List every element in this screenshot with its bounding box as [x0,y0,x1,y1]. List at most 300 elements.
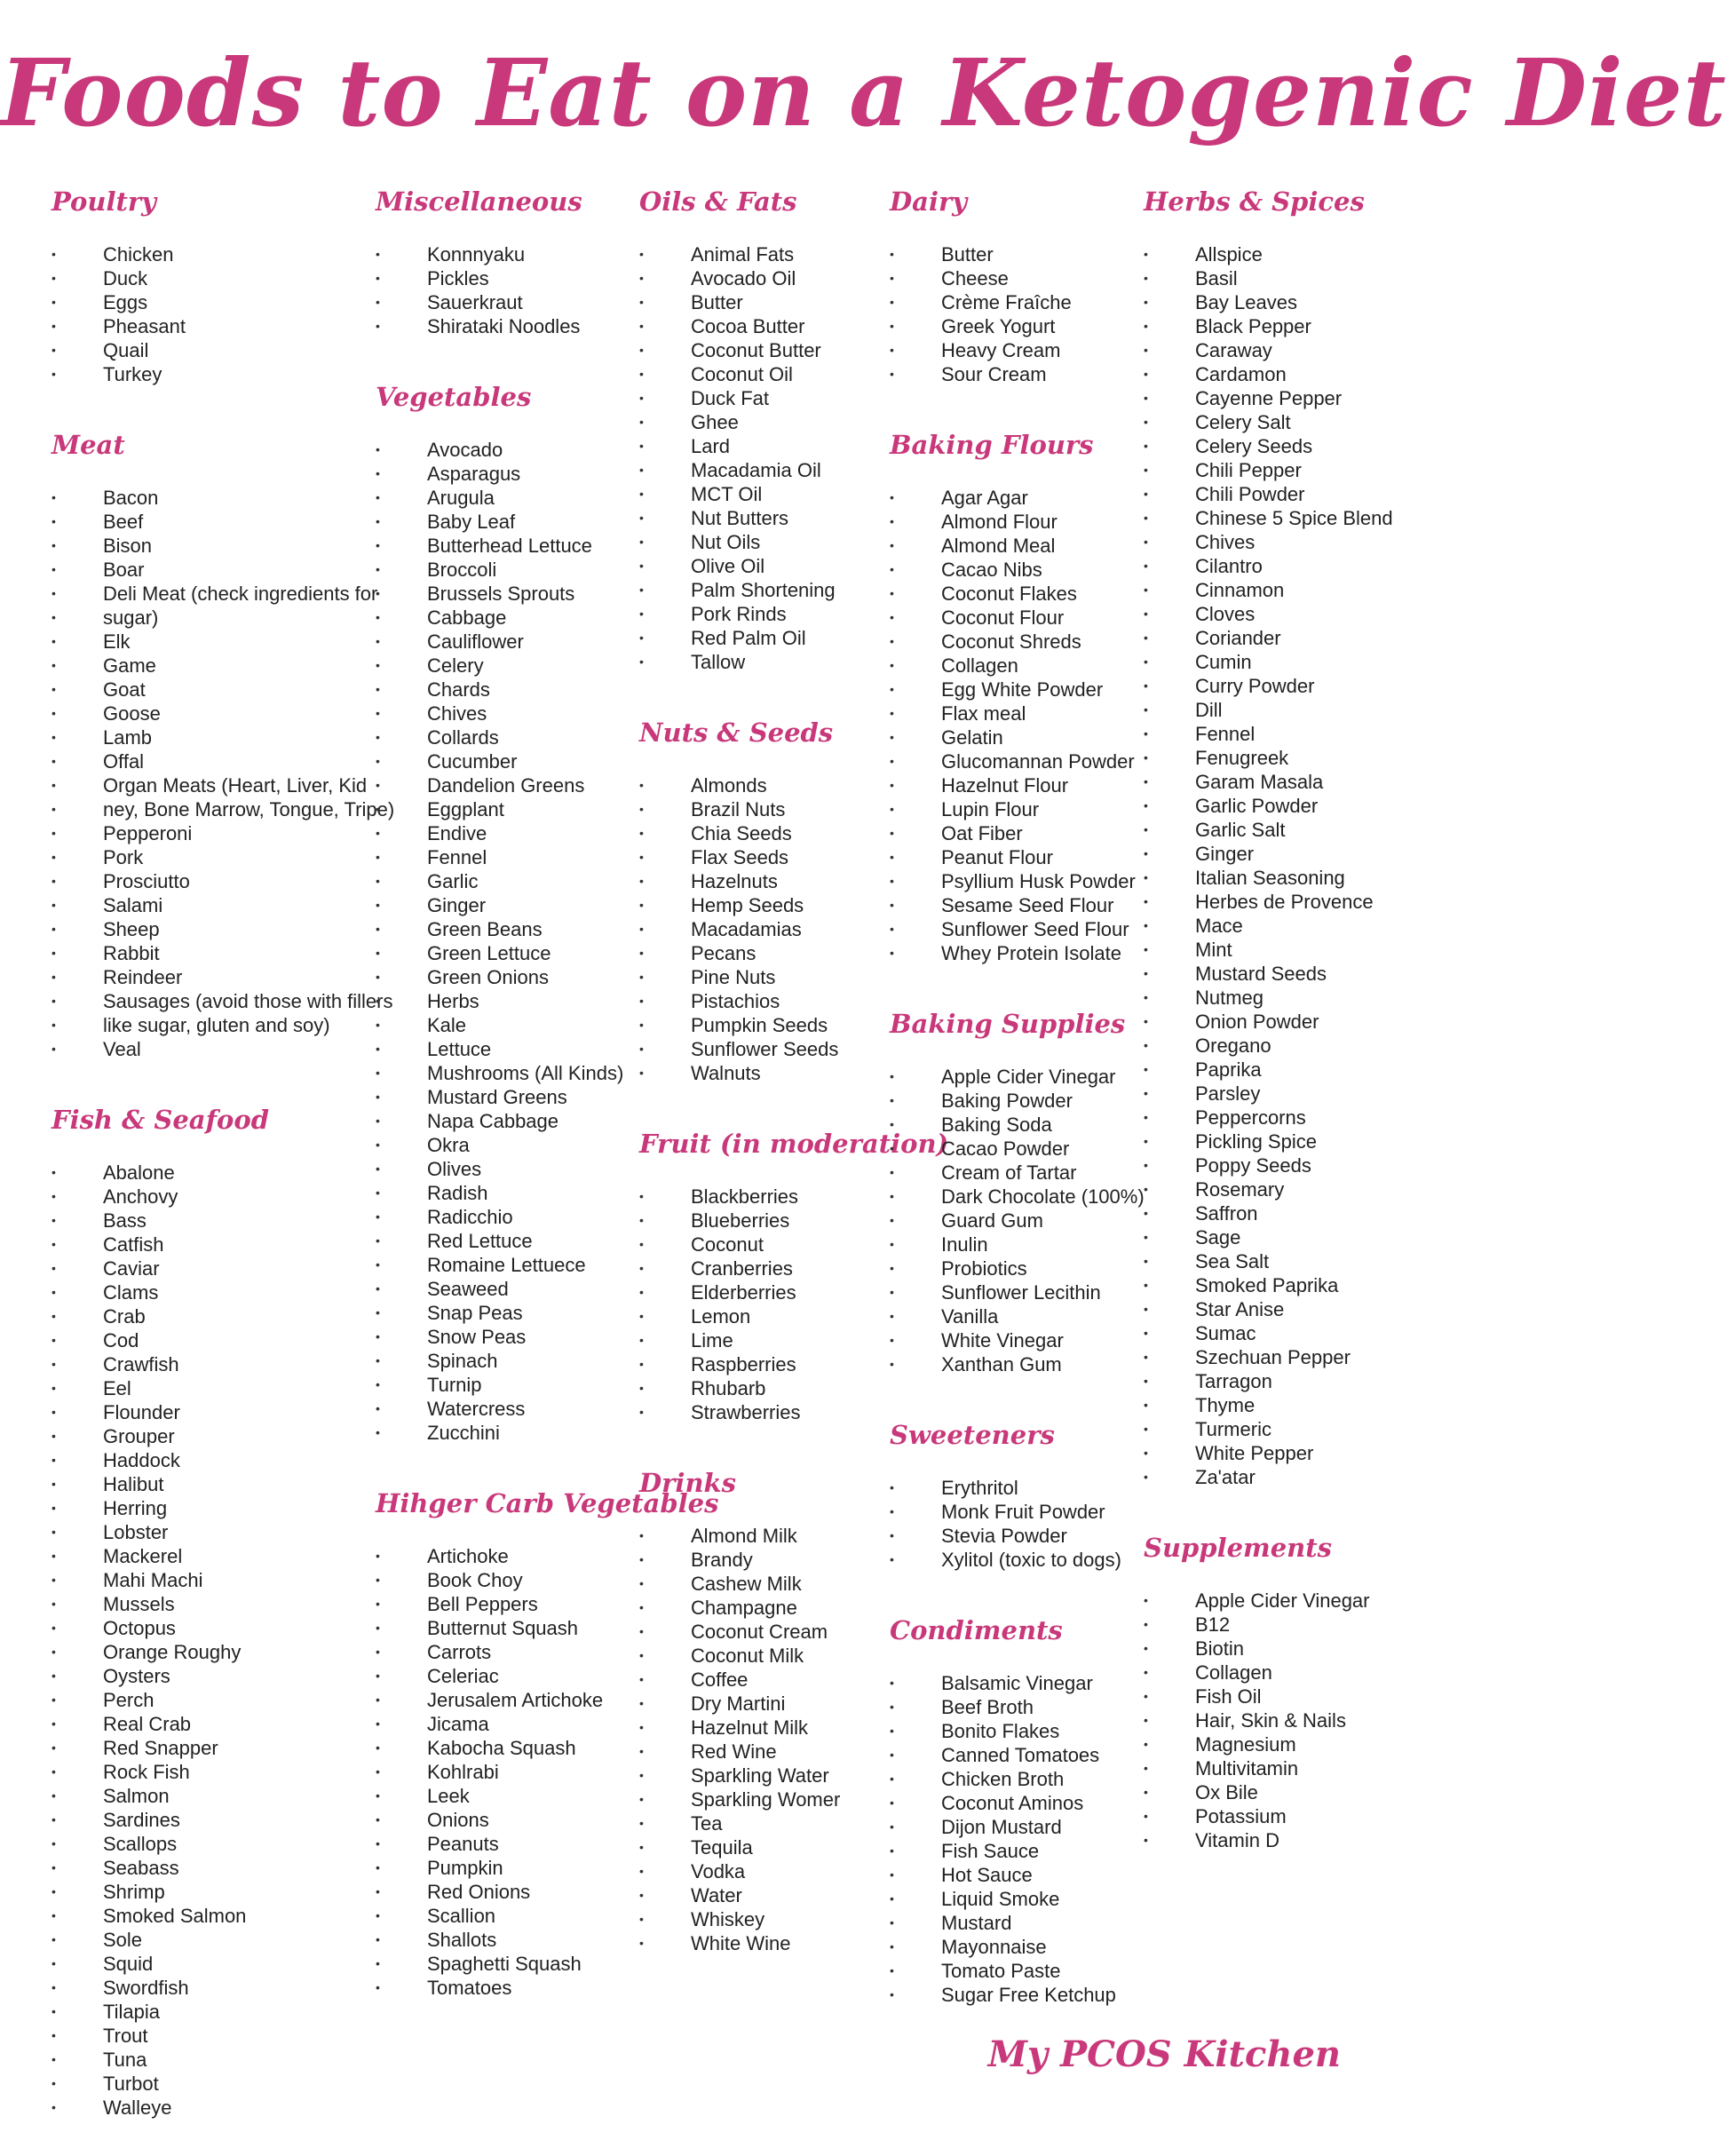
food-item: • Pork [51,845,394,869]
food-item: • Watercress [376,1397,718,1421]
food-item: • Coconut Cream [639,1620,948,1644]
food-item: • Sea Salt [1144,1249,1393,1273]
food-item: • Smoked Paprika [1144,1273,1393,1297]
food-item: • Kohlrabi [376,1760,718,1784]
food-item: • Squid [51,1952,394,1976]
food-item: • Cloves [1144,602,1393,626]
food-item: • Cinnamon [1144,578,1393,602]
food-item: • Walnuts [639,1061,948,1085]
food-item: • sugar) [51,606,394,630]
food-item: • Lamb [51,725,394,749]
category-heading: Baking Supplies [890,1009,1126,1039]
food-item: • Red Palm Oil [639,626,948,650]
food-item: • Dark Chocolate (100%) [890,1185,1145,1209]
food-item: • Coffee [639,1668,948,1692]
food-item: • Sumac [1144,1321,1393,1345]
food-item: • Avocado Oil [639,266,948,290]
food-item: • Vanilla [890,1304,1145,1328]
food-item: • Elderberries [639,1280,948,1304]
food-item: • Cayenne Pepper [1144,386,1393,410]
food-item: • Fennel [1144,722,1393,746]
food-item: • Butternut Squash [376,1616,718,1640]
category-heading: Poultry [51,186,156,217]
food-item: • Fenugreek [1144,746,1393,770]
food-item: • Paprika [1144,1058,1393,1082]
food-item: • Hazelnuts [639,869,948,893]
food-item: • Celery [376,654,718,678]
food-item: • Napa Cabbage [376,1109,718,1133]
food-item: • Cocoa Butter [639,314,948,338]
food-item: • Ginger [1144,842,1393,866]
food-item: • Beef [51,510,394,534]
food-item: • Cucumber [376,749,718,773]
food-item: • Anchovy [51,1185,394,1209]
food-list [890,486,1145,965]
food-item: • Chia Seeds [639,821,948,845]
food-item: • Jicama [376,1712,718,1736]
food-category [890,1608,1145,2007]
food-item: • Tomato Paste [890,1959,1145,1983]
food-item: • Orange Roughy [51,1640,394,1664]
food-item: • Nut Oils [639,530,948,554]
food-item: • Caviar [51,1256,394,1280]
food-item: • Dandelion Greens [376,773,718,797]
food-item: • Butterhead Lettuce [376,534,718,558]
food-item: • Oat Fiber [890,821,1145,845]
food-item: • Whiskey [639,1907,948,1931]
food-item: • Lard [639,434,948,458]
food-item: • Coconut Aminos [890,1791,1145,1815]
food-item: • Lupin Flour [890,797,1145,821]
food-item: • Hemp Seeds [639,893,948,917]
food-item: • Mahi Machi [51,1568,394,1592]
food-item: • Cashew Milk [639,1572,948,1596]
category-heading: Condiments [890,1615,1063,1645]
food-item: • Chards [376,678,718,701]
food-item: • Glucomannan Powder [890,749,1145,773]
food-item: • B12 [1144,1613,1393,1637]
food-item: • Beef Broth [890,1695,1145,1719]
food-item: • Olive Oil [639,554,948,578]
food-item: • Mustard Seeds [1144,962,1393,986]
food-item: • Strawberries [639,1400,948,1424]
food-item: • Duck Fat [639,386,948,410]
food-item: • Pickles [376,266,718,290]
food-item: • Crab [51,1304,394,1328]
food-item: • Brussels Sprouts [376,582,718,606]
food-item: • Za'atar [1144,1465,1393,1489]
food-item: • Mustard [890,1911,1145,1935]
food-item: • Shrimp [51,1880,394,1904]
food-item: • Red Lettuce [376,1229,718,1253]
food-item: • Olives [376,1157,718,1181]
food-list [890,1065,1145,1376]
food-item: • Zucchini [376,1421,718,1445]
food-item: • Coconut Butter [639,338,948,362]
food-item: • Asparagus [376,462,718,486]
food-item: • Dijon Mustard [890,1815,1145,1839]
food-item: • Egg White Powder [890,678,1145,701]
food-item: • Eggplant [376,797,718,821]
food-item: • Cranberries [639,1256,948,1280]
food-list [51,1161,394,2120]
food-item: • Coriander [1144,626,1393,650]
category-heading: Dairy [890,186,968,217]
food-item: • Turbot [51,2072,394,2096]
category-heading: Miscellaneous [376,186,582,217]
food-item: • Whey Protein Isolate [890,941,1145,965]
food-item: • Bass [51,1209,394,1233]
food-item: • Rhubarb [639,1376,948,1400]
food-item: • Bonito Flakes [890,1719,1145,1743]
food-category [890,179,1145,386]
food-item: • Celeriac [376,1664,718,1688]
food-item: • Coconut Flakes [890,582,1145,606]
food-category [51,423,394,1061]
food-item: • Basil [1144,266,1393,290]
food-item: • Tarragon [1144,1369,1393,1393]
food-item: • Xanthan Gum [890,1352,1145,1376]
food-item: • Scallion [376,1904,718,1928]
food-category [51,179,394,386]
category-heading: Fruit (in moderation) [639,1129,949,1159]
food-item: • Shirataki Noodles [376,314,718,338]
food-item: • Catfish [51,1233,394,1256]
food-item: • Endive [376,821,718,845]
food-item: • Celery Seeds [1144,434,1393,458]
food-item: • Agar Agar [890,486,1145,510]
food-item: • MCT Oil [639,482,948,506]
food-item: • Collagen [890,654,1145,678]
food-item: • Almond Meal [890,534,1145,558]
food-item: • Stevia Powder [890,1524,1145,1548]
food-item: • Peppercorns [1144,1106,1393,1130]
food-item: • Tuna [51,2048,394,2072]
food-item: • Vitamin D [1144,1828,1393,1852]
food-item: • Cream of Tartar [890,1161,1145,1185]
food-item: • Garlic Salt [1144,818,1393,842]
food-item: • Pepperoni [51,821,394,845]
food-category [51,1098,394,2120]
food-item: • Herring [51,1496,394,1520]
food-item: • Parsley [1144,1082,1393,1106]
food-item: • Bacon [51,486,394,510]
food-item: • Chicken [51,242,394,266]
food-item: • Palm Shortening [639,578,948,602]
category-heading: Herbs & Spices [1144,186,1365,217]
food-item: • Nutmeg [1144,986,1393,1010]
food-item: • Hazelnut Flour [890,773,1145,797]
food-item: • Tequila [639,1835,948,1859]
food-item: • Herbes de Provence [1144,890,1393,914]
food-item: • Fish Sauce [890,1839,1145,1863]
food-item: • Octopus [51,1616,394,1640]
food-item: • Green Onions [376,965,718,989]
food-item: • Coconut Shreds [890,630,1145,654]
food-item: • Carrots [376,1640,718,1664]
food-item: • Walleye [51,2096,394,2120]
food-item: • Green Beans [376,917,718,941]
category-heading: Baking Flours [890,430,1094,460]
food-item: • Sour Cream [890,362,1145,386]
food-item: • Baby Leaf [376,510,718,534]
food-item: • Cacao Powder [890,1137,1145,1161]
food-item: • like sugar, gluten and soy) [51,1013,394,1037]
food-item: • Green Lettuce [376,941,718,965]
food-item: • Elk [51,630,394,654]
food-list [51,486,394,1061]
food-item: • Eel [51,1376,394,1400]
food-item: • Coconut Milk [639,1644,948,1668]
food-item: • Sesame Seed Flour [890,893,1145,917]
food-item: • Mushrooms (All Kinds) [376,1061,718,1085]
food-item: • Kabocha Squash [376,1736,718,1760]
category-heading: Supplements [1144,1533,1332,1563]
food-list [1144,242,1393,1489]
food-item: • Arugula [376,486,718,510]
food-item: • Chili Powder [1144,482,1393,506]
food-item: • Almond Flour [890,510,1145,534]
food-item: • Trout [51,2024,394,2048]
food-item: • Dill [1144,698,1393,722]
food-item: • Book Choy [376,1568,718,1592]
food-item: • Macadamia Oil [639,458,948,482]
food-category [890,1413,1145,1572]
food-item: • Romaine Lettuece [376,1253,718,1277]
food-item: • Collards [376,725,718,749]
food-item: • Pumpkin Seeds [639,1013,948,1037]
food-item: • Coconut Oil [639,362,948,386]
food-item: • Pecans [639,941,948,965]
food-item: • Pork Rinds [639,602,948,626]
food-item: • Ox Bile [1144,1780,1393,1804]
food-item: • Onions [376,1808,718,1832]
food-item: • Reindeer [51,965,394,989]
food-item: • Broccoli [376,558,718,582]
category-heading: Drinks [639,1468,736,1498]
food-item: • Deli Meat (check ingredients for [51,582,394,606]
food-list [890,242,1145,386]
food-item: • Abalone [51,1161,394,1185]
food-item: • Jerusalem Artichoke [376,1688,718,1712]
food-item: • Oysters [51,1664,394,1688]
food-item: • Lime [639,1328,948,1352]
food-item: • Prosciutto [51,869,394,893]
food-item: • Sole [51,1928,394,1952]
food-item: • Brazil Nuts [639,797,948,821]
food-item: • Perch [51,1688,394,1712]
food-item: • Pickling Spice [1144,1130,1393,1153]
food-item: • Mustard Greens [376,1085,718,1109]
food-item: • Probiotics [890,1256,1145,1280]
food-item: • Pheasant [51,314,394,338]
food-category [1144,179,1393,1489]
food-item: • Chives [376,701,718,725]
food-item: • Mace [1144,914,1393,938]
food-item: • Fish Oil [1144,1684,1393,1708]
food-item: • Fennel [376,845,718,869]
food-item: • Raspberries [639,1352,948,1376]
food-item: • Haddock [51,1448,394,1472]
food-item: • Caraway [1144,338,1393,362]
food-item: • Lemon [639,1304,948,1328]
food-item: • Poppy Seeds [1144,1153,1393,1177]
food-item: • Quail [51,338,394,362]
food-item: • Goose [51,701,394,725]
food-item: • Baking Soda [890,1113,1145,1137]
food-list [51,242,394,386]
food-category [890,1002,1145,1376]
food-item: • Offal [51,749,394,773]
food-item: • Pine Nuts [639,965,948,989]
food-item: • Cauliflower [376,630,718,654]
page-title: Foods to Eat on a Ketogenic Diet [0,38,1727,147]
food-item: • Sparkling Water [639,1764,948,1787]
food-item: • Sunflower Seeds [639,1037,948,1061]
food-item: • Potassium [1144,1804,1393,1828]
food-item: • Vodka [639,1859,948,1883]
food-item: • Turmeric [1144,1417,1393,1441]
food-item: • Veal [51,1037,394,1061]
food-item: • Guard Gum [890,1209,1145,1233]
food-item: • Hazelnut Milk [639,1716,948,1740]
food-item: • Sage [1144,1225,1393,1249]
food-item: • Balsamic Vinegar [890,1671,1145,1695]
food-item: • Leek [376,1784,718,1808]
food-item: • Grouper [51,1424,394,1448]
food-item: • Bay Leaves [1144,290,1393,314]
food-item: • Avocado [376,438,718,462]
food-item: • Cod [51,1328,394,1352]
food-item: • Crawfish [51,1352,394,1376]
category-heading: Sweeteners [890,1420,1055,1450]
food-item: • Psyllium Husk Powder [890,869,1145,893]
food-item: • Radish [376,1181,718,1205]
category-heading: Nuts & Seeds [639,717,834,748]
food-item: • Scallops [51,1832,394,1856]
food-item: • Blackberries [639,1185,948,1209]
food-item: • Flax meal [890,701,1145,725]
food-item: • Sparkling Womer [639,1787,948,1811]
category-heading: Hihger Carb Vegetables [376,1488,719,1518]
food-item: • Peanuts [376,1832,718,1856]
category-heading: Vegetables [376,382,532,412]
food-item: • Liquid Smoke [890,1887,1145,1911]
food-item: • Duck [51,266,394,290]
food-item: • Cabbage [376,606,718,630]
food-item: • Spaghetti Squash [376,1952,718,1976]
food-item: • Turnip [376,1373,718,1397]
food-item: • Animal Fats [639,242,948,266]
food-item: • Real Crab [51,1712,394,1736]
food-item: • Game [51,654,394,678]
food-item: • Lobster [51,1520,394,1544]
food-item: • Rock Fish [51,1760,394,1784]
food-item: • Butter [890,242,1145,266]
food-item: • Coconut [639,1233,948,1256]
food-item: • Herbs [376,989,718,1013]
food-item: • Cumin [1144,650,1393,674]
food-item: • Spinach [376,1349,718,1373]
food-item: • Brandy [639,1548,948,1572]
category-heading: Oils & Fats [639,186,797,217]
food-item: • Apple Cider Vinegar [1144,1589,1393,1613]
food-item: • Snap Peas [376,1301,718,1325]
food-item: • Saffron [1144,1201,1393,1225]
food-item: • Canned Tomatoes [890,1743,1145,1767]
food-item: • Tomatoes [376,1976,718,2000]
food-item: • Sunflower Seed Flour [890,917,1145,941]
food-item: • Champagne [639,1596,948,1620]
food-item: • Cacao Nibs [890,558,1145,582]
food-item: • Almonds [639,773,948,797]
food-item: • Blueberries [639,1209,948,1233]
food-item: • Heavy Cream [890,338,1145,362]
food-item: • Apple Cider Vinegar [890,1065,1145,1089]
food-item: • Chicken Broth [890,1767,1145,1791]
food-item: • Magnesium [1144,1732,1393,1756]
food-item: • Star Anise [1144,1297,1393,1321]
food-item: • Sauerkraut [376,290,718,314]
category-heading: Fish & Seafood [51,1105,270,1135]
food-item: • Gelatin [890,725,1145,749]
food-item: • White Vinegar [890,1328,1145,1352]
food-item: • Turkey [51,362,394,386]
food-item: • Italian Seasoning [1144,866,1393,890]
food-item: • Black Pepper [1144,314,1393,338]
food-item: • Mayonnaise [890,1935,1145,1959]
food-item: • Clams [51,1280,394,1304]
food-item: • Red Wine [639,1740,948,1764]
food-item: • Curry Powder [1144,674,1393,698]
food-item: • Organ Meats (Heart, Liver, Kid [51,773,394,797]
food-item: • Eggs [51,290,394,314]
food-item: • Swordfish [51,1976,394,2000]
food-item: • Garlic Powder [1144,794,1393,818]
category-heading: Meat [51,430,125,460]
food-item: • Xylitol (toxic to dogs) [890,1548,1145,1572]
food-item: • Hair, Skin & Nails [1144,1708,1393,1732]
food-item: • Chili Pepper [1144,458,1393,482]
food-item: • Macadamias [639,917,948,941]
food-item: • Butter [639,290,948,314]
food-item: • Ghee [639,410,948,434]
food-item: • Peanut Flour [890,845,1145,869]
food-item: • Seaweed [376,1277,718,1301]
food-item: • Mussels [51,1592,394,1616]
food-item: • Cilantro [1144,554,1393,578]
food-item: • Konnnyaku [376,242,718,266]
food-item: • Radicchio [376,1205,718,1229]
food-item: • Halibut [51,1472,394,1496]
food-item: • Tilapia [51,2000,394,2024]
food-list [890,1671,1145,2007]
food-item: • Multivitamin [1144,1756,1393,1780]
food-category [1144,1526,1393,1852]
food-list [890,1476,1145,1572]
food-item: • Sunflower Lecithin [890,1280,1145,1304]
food-item: • Sardines [51,1808,394,1832]
food-item: • Garam Masala [1144,770,1393,794]
food-item: • Coconut Flour [890,606,1145,630]
food-item: • Mint [1144,938,1393,962]
food-item: • White Wine [639,1931,948,1955]
food-item: • Red Snapper [51,1736,394,1760]
food-item: • Pistachios [639,989,948,1013]
food-item: • Greek Yogurt [890,314,1145,338]
food-item: • Oregano [1144,1034,1393,1058]
food-item: • Bell Peppers [376,1592,718,1616]
